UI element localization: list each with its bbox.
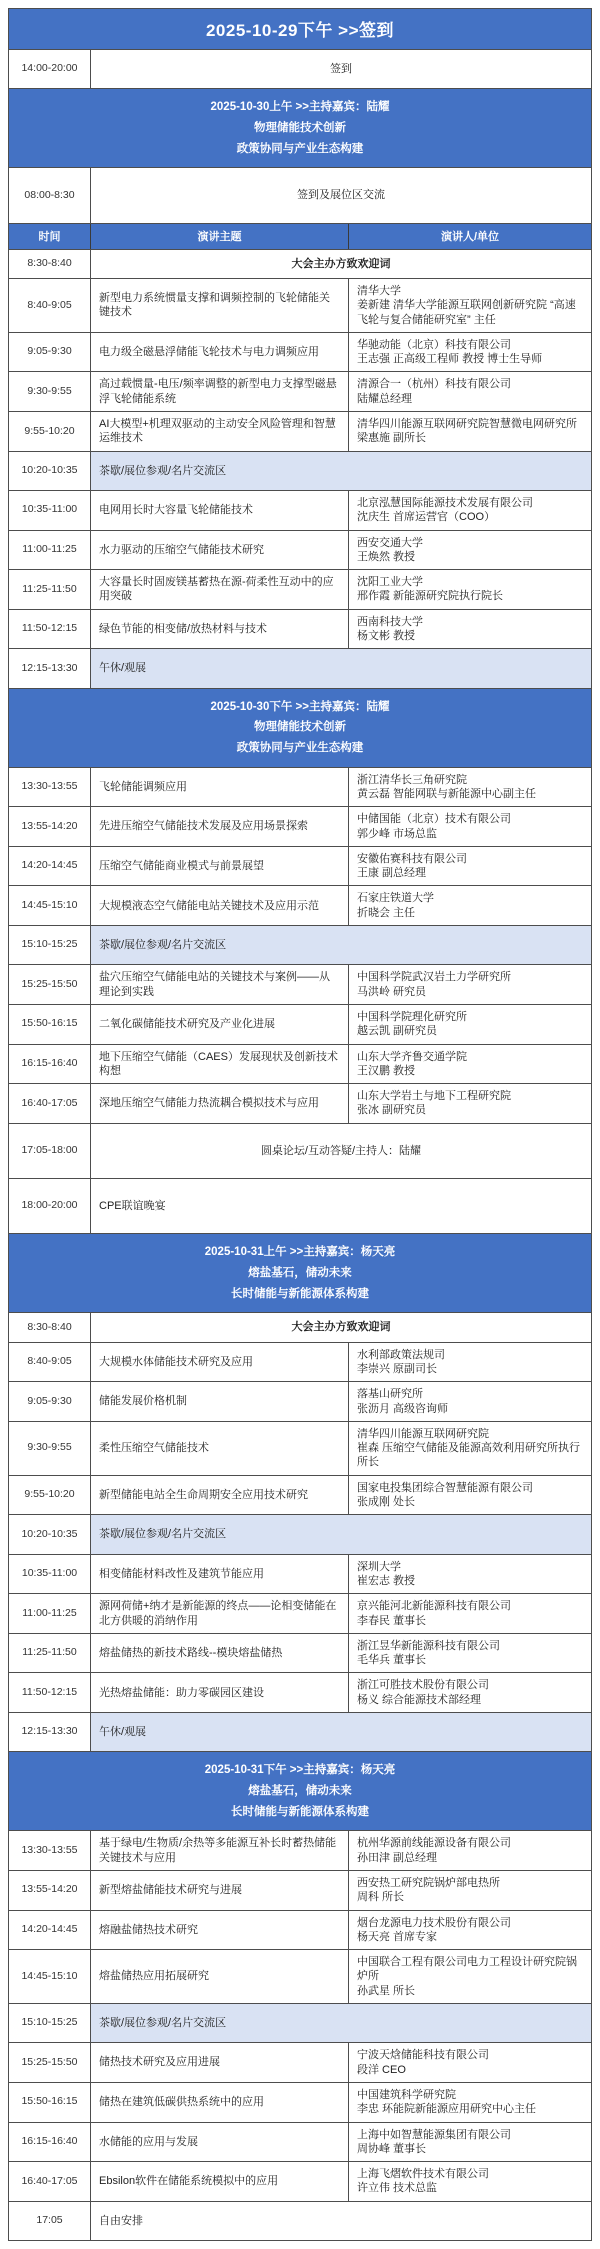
topic-cell: 光热熔盐储能：助力零碳园区建设 (91, 1673, 349, 1712)
time-cell: 15:10-15:25 (9, 2004, 91, 2042)
time-cell: 8:40-9:05 (9, 279, 91, 332)
speaker-org: 中储国能（北京）技术有限公司 (357, 813, 511, 826)
speaker-cell (349, 491, 591, 530)
talk-row (9, 491, 591, 531)
time-cell: 9:30-9:55 (9, 372, 91, 411)
talk-row (9, 610, 591, 650)
topic-cell: 相变储能材料改性及建筑节能应用 (91, 1555, 349, 1594)
speaker-person: 王汉鹏 教授 (357, 1064, 416, 1077)
merged-label-cell: 签到及展位区交流 (297, 189, 385, 202)
time-cell: 11:50-12:15 (9, 610, 91, 649)
merged-label-cell: 圆桌论坛/互动答疑/主持人：陆耀 (260, 1144, 422, 1157)
session-header (9, 89, 591, 168)
topic-cell: 电网用长时大容量飞轮储能技术 (91, 491, 349, 530)
speaker-cell (349, 1871, 591, 1910)
time-cell: 11:00-11:25 (9, 1594, 91, 1633)
time-cell: 16:40-17:05 (9, 1084, 91, 1123)
column-header-time: 时间 (9, 224, 91, 249)
speaker-person: 孙武星 所长 (357, 1984, 416, 1997)
time-cell: 8:30-8:40 (9, 250, 91, 278)
time-cell: 13:55-14:20 (9, 807, 91, 846)
speaker-person: 姜新建 清华大学能源互联网创新研究院 “高速飞轮与复合储能研究室” 主任 (357, 299, 576, 326)
time-cell: 16:40-17:05 (9, 2162, 91, 2201)
merged-left-row (9, 2202, 591, 2240)
speaker-org: 清华四川能源互联网研究院 (357, 1427, 489, 1440)
talk-row (9, 2043, 591, 2083)
speaker-cell (349, 531, 591, 570)
topic-cell: 熔融盐储热技术研究 (91, 1911, 349, 1950)
topic-cell: 储能发展价格机制 (91, 1382, 349, 1421)
speaker-org: 浙江昱华新能源科技有限公司 (357, 1639, 500, 1652)
speaker-org: 中国科学院理化研究所 (357, 1010, 467, 1023)
talk-row (9, 847, 591, 887)
speaker-person: 毛华兵 董事长 (357, 1654, 427, 1667)
topic-cell: 先进压缩空气储能技术发展及应用场景探索 (91, 807, 349, 846)
session-header-line: 2025-10-30上午 >>主持嘉宾：陆耀 (210, 101, 390, 114)
speaker-cell (349, 1045, 591, 1084)
talk-row (9, 1382, 591, 1422)
time-cell: 13:30-13:55 (9, 1831, 91, 1870)
talk-row (9, 1831, 591, 1871)
speaker-org: 石家庄铁道大学 (357, 892, 434, 905)
topic-cell: 大规模水体储能技术研究及应用 (91, 1343, 349, 1382)
time-cell: 13:30-13:55 (9, 768, 91, 807)
time-cell: 14:00-20:00 (9, 50, 91, 88)
speaker-person: 周科 所长 (357, 1891, 405, 1904)
topic-cell: 水储能的应用与发展 (91, 2123, 349, 2162)
break-row (9, 649, 591, 688)
time-cell: 14:45-15:10 (9, 886, 91, 925)
speaker-org: 沈阳工业大学 (357, 576, 423, 589)
time-cell: 8:30-8:40 (9, 1313, 91, 1341)
speaker-person: 沈庆生 首席运营官（COO） (357, 511, 496, 524)
session-header-line: 物理储能技术创新 (254, 721, 346, 734)
time-cell: 9:05-9:30 (9, 1382, 91, 1421)
speaker-org: 北京泓慧国际能源技术发展有限公司 (357, 496, 533, 509)
speaker-person: 杨天亮 首席专家 (357, 1930, 438, 1943)
speaker-org: 中国科学院武汉岩土力学研究所 (357, 971, 511, 984)
talk-row (9, 965, 591, 1005)
session-header-line: 熔盐基石，储动未来 (248, 1784, 352, 1797)
speaker-cell (349, 1555, 591, 1594)
speaker-cell (349, 807, 591, 846)
topic-cell: 水力驱动的压缩空气储能技术研究 (91, 531, 349, 570)
time-cell: 15:50-16:15 (9, 2083, 91, 2122)
speaker-person: 张沥月 高级咨询师 (357, 1402, 449, 1415)
speaker-person: 邢作霞 新能源研究院执行院长 (357, 590, 504, 603)
speaker-cell (349, 886, 591, 925)
time-cell: 14:20-14:45 (9, 1911, 91, 1950)
session-header-line: 2025-10-30下午 >>主持嘉宾：陆耀 (210, 700, 390, 713)
speaker-person: 王志强 正高级工程师 教授 博士生导师 (357, 353, 543, 366)
time-cell: 18:00-20:00 (9, 1179, 91, 1233)
speaker-org: 烟台龙源电力技术股份有限公司 (357, 1916, 511, 1929)
time-cell: 11:50-12:15 (9, 1673, 91, 1712)
speaker-cell (349, 1084, 591, 1123)
break-row (9, 1515, 591, 1554)
talk-row (9, 2162, 591, 2202)
speaker-person: 崔宏志 教授 (357, 1574, 416, 1587)
speaker-person: 梁惠施 副所长 (357, 432, 427, 445)
speaker-org: 中国建筑科学研究院 (357, 2088, 456, 2101)
merged-left-row (9, 1179, 591, 1234)
speaker-cell (349, 279, 591, 332)
speaker-org: 西安热工研究院锅炉部电热所 (357, 1876, 500, 1889)
day-title-bar: 2025-10-29下午 >>签到 (9, 9, 591, 50)
speaker-person: 李春民 董事长 (357, 1614, 427, 1627)
speaker-org: 中国联合工程有限公司电力工程设计研究院锅炉所 (357, 1956, 577, 1983)
speaker-cell (349, 768, 591, 807)
time-cell: 14:20-14:45 (9, 847, 91, 886)
speaker-org: 水利部政策法规司 (357, 1348, 445, 1361)
talk-row (9, 1422, 591, 1476)
speaker-cell (349, 1476, 591, 1515)
talk-row (9, 333, 591, 373)
talk-row (9, 1555, 591, 1595)
speaker-org: 浙江可胜技术股份有限公司 (357, 1679, 489, 1692)
break-label-cell: 茶歇/展位参观/名片交流区 (91, 452, 591, 490)
time-cell: 11:00-11:25 (9, 531, 91, 570)
time-cell: 12:15-13:30 (9, 649, 91, 687)
session-header-line: 熔盐基石，储动未来 (248, 1266, 352, 1279)
session-header (9, 689, 591, 768)
break-label-cell: 午休/观展 (91, 1713, 591, 1751)
speaker-person: 陆耀总经理 (357, 392, 412, 405)
topic-cell: 大容量长时固废镁基蓄热在源-荷柔性互动中的应用突破 (91, 570, 349, 609)
speaker-org: 清华四川能源互联网研究院智慧微电网研究所 (357, 418, 577, 431)
speaker-org: 上海中如智慧能源集团有限公司 (357, 2128, 511, 2141)
talk-row (9, 1950, 591, 2004)
speaker-org: 山东大学岩土与地下工程研究院 (357, 1090, 511, 1103)
speaker-person: 李崇兴 原副司长 (357, 1362, 438, 1375)
merged-label-cell: 大会主办方致欢迎词 (291, 257, 391, 270)
speaker-person: 越云凯 副研究员 (357, 1025, 438, 1038)
time-cell: 13:55-14:20 (9, 1871, 91, 1910)
time-cell: 11:25-11:50 (9, 570, 91, 609)
session-header-line: 物理储能技术创新 (254, 121, 346, 134)
speaker-cell (349, 2043, 591, 2082)
topic-cell: 压缩空气储能商业模式与前景展望 (91, 847, 349, 886)
speaker-person: 马洪岭 研究员 (357, 985, 427, 998)
column-header-topic: 演讲主题 (91, 224, 349, 249)
speaker-cell (349, 1831, 591, 1870)
speaker-person: 许立伟 技术总监 (357, 2182, 438, 2195)
speaker-person: 段洋 CEO (357, 2063, 406, 2076)
talk-row (9, 807, 591, 847)
topic-cell: 基于绿电/生物质/余热等多能源互补长时蓄热储能关键技术与应用 (91, 1831, 349, 1870)
speaker-org: 落基山研究所 (357, 1388, 423, 1401)
speaker-cell (349, 847, 591, 886)
speaker-cell (349, 1382, 591, 1421)
talk-row (9, 1594, 591, 1634)
speaker-person: 李忠 环能院新能源应用研究中心主任 (357, 2103, 537, 2116)
talk-row (9, 886, 591, 926)
topic-cell: 储热在建筑低碳供热系统中的应用 (91, 2083, 349, 2122)
time-cell: 17:05-18:00 (9, 1124, 91, 1178)
talk-row (9, 570, 591, 610)
speaker-org: 西南科技大学 (357, 615, 423, 628)
session-header-line: 2025-10-31下午 >>主持嘉宾：杨天亮 (204, 1764, 396, 1777)
speaker-cell (349, 372, 591, 411)
speaker-org: 深圳大学 (357, 1560, 401, 1573)
time-cell: 9:55-10:20 (9, 412, 91, 451)
session-header-line: 政策协同与产业生态构建 (236, 142, 364, 155)
break-row (9, 452, 591, 491)
break-row (9, 2004, 591, 2043)
speaker-person: 折晓会 主任 (357, 906, 416, 919)
time-cell: 9:55-10:20 (9, 1476, 91, 1515)
speaker-person: 郭少峰 市场总监 (357, 827, 438, 840)
time-cell: 10:20-10:35 (9, 452, 91, 490)
speaker-cell (349, 1911, 591, 1950)
speaker-cell (349, 1634, 591, 1673)
time-cell: 15:10-15:25 (9, 926, 91, 964)
topic-cell: 源网荷储+纳才是新能源的终点——论相变储能在北方供暖的消纳作用 (91, 1594, 349, 1633)
break-label-cell: 午休/观展 (91, 649, 591, 687)
speaker-org: 华驰动能（北京）科技有限公司 (357, 338, 511, 351)
talk-row (9, 1634, 591, 1674)
break-row (9, 926, 591, 965)
time-cell: 10:35-11:00 (9, 1555, 91, 1594)
topic-cell: 二氧化碳储能技术研究及产业化进展 (91, 1005, 349, 1044)
time-cell: 8:40-9:05 (9, 1343, 91, 1382)
speaker-org: 安徽佑赛科技有限公司 (357, 852, 467, 865)
speaker-cell (349, 412, 591, 451)
time-cell: 16:15-16:40 (9, 2123, 91, 2162)
break-label-cell: 茶歇/展位参观/名片交流区 (91, 1515, 591, 1553)
speaker-cell (349, 333, 591, 372)
talk-row (9, 531, 591, 571)
topic-cell: AI大模型+机理双驱动的主动安全风险管理和智慧运维技术 (91, 412, 349, 451)
merged-center-row (9, 250, 591, 279)
speaker-cell (349, 1673, 591, 1712)
topic-cell: 盐穴压缩空气储能电站的关键技术与案例——从理论到实践 (91, 965, 349, 1004)
time-cell: 9:30-9:55 (9, 1422, 91, 1475)
talk-row (9, 1005, 591, 1045)
speaker-org: 上海飞熠软件技术有限公司 (357, 2168, 489, 2181)
speaker-org: 京兴能河北新能源科技有限公司 (357, 1600, 511, 1613)
merged-center-row (9, 168, 591, 223)
break-row (9, 1713, 591, 1752)
time-cell: 15:25-15:50 (9, 2043, 91, 2082)
speaker-person: 黄云磊 智能网联与新能源中心副主任 (357, 787, 537, 800)
topic-cell: 大规模液态空气储能电站关键技术及应用示范 (91, 886, 349, 925)
merged-label-cell: 自由安排 (99, 2214, 143, 2227)
talk-row (9, 2083, 591, 2123)
time-cell: 11:25-11:50 (9, 1634, 91, 1673)
topic-cell: 深地压缩空气储能力热流耦合模拟技术与应用 (91, 1084, 349, 1123)
speaker-person: 王康 副总经理 (357, 867, 427, 880)
speaker-person: 张成刚 处长 (357, 1496, 416, 1509)
speaker-person: 杨义 综合能源技术部经理 (357, 1693, 482, 1706)
merged-center-row (9, 1124, 591, 1179)
topic-cell: Ebsilon软件在储能系统模拟中的应用 (91, 2162, 349, 2201)
time-cell: 9:05-9:30 (9, 333, 91, 372)
time-cell: 10:20-10:35 (9, 1515, 91, 1553)
talk-row (9, 1343, 591, 1383)
speaker-org: 清源合一（杭州）科技有限公司 (357, 378, 511, 391)
speaker-org: 西安交通大学 (357, 536, 423, 549)
talk-row (9, 1673, 591, 1713)
time-cell: 17:05 (9, 2202, 91, 2240)
speaker-cell (349, 2162, 591, 2201)
speaker-person: 杨文彬 教授 (357, 630, 416, 642)
merged-label-cell: 大会主办方致欢迎词 (291, 1321, 391, 1334)
speaker-cell (349, 570, 591, 609)
topic-cell: 绿色节能的相变储/放热材料与技术 (91, 610, 349, 649)
speaker-cell (349, 1422, 591, 1475)
talk-row (9, 1045, 591, 1085)
schedule-table (8, 8, 592, 2241)
speaker-person: 周协峰 董事长 (357, 2142, 427, 2155)
topic-cell: 柔性压缩空气储能技术 (91, 1422, 349, 1475)
time-cell: 10:35-11:00 (9, 491, 91, 530)
speaker-org: 宁波天焓储能科技有限公司 (357, 2049, 489, 2062)
speaker-org: 国家电投集团综合智慧能源有限公司 (357, 1481, 533, 1494)
merged-label-cell: CPE联谊晚宴 (99, 1200, 166, 1212)
talk-row (9, 279, 591, 333)
speaker-person: 崔森 压缩空气储能及能源高效利用研究所执行所长 (357, 1442, 581, 1469)
speaker-cell (349, 965, 591, 1004)
merged-center-row (9, 1313, 591, 1342)
session-header-line: 长时储能与新能源体系构建 (231, 1287, 369, 1300)
topic-cell: 熔盐储热应用拓展研究 (91, 1950, 349, 2003)
session-header (9, 1752, 591, 1831)
speaker-org: 浙江清华长三角研究院 (357, 773, 467, 786)
speaker-person: 张冰 副研究员 (357, 1104, 427, 1117)
speaker-cell (349, 2083, 591, 2122)
session-header (9, 1234, 591, 1313)
session-header-line: 长时储能与新能源体系构建 (231, 1805, 369, 1818)
time-cell: 08:00-8:30 (9, 168, 91, 222)
talk-row (9, 412, 591, 452)
topic-cell: 高过载惯量-电压/频率调整的新型电力支撑型磁悬浮飞轮储能系统 (91, 372, 349, 411)
time-cell: 14:45-15:10 (9, 1950, 91, 2003)
speaker-cell (349, 610, 591, 649)
topic-cell: 地下压缩空气储能（CAES）发展现状及创新技术构想 (91, 1045, 349, 1084)
time-cell: 15:25-15:50 (9, 965, 91, 1004)
speaker-org: 杭州华源前线能源设备有限公司 (357, 1837, 511, 1850)
topic-cell: 新型储能电站全生命周期安全应用技术研究 (91, 1476, 349, 1515)
break-label-cell: 茶歇/展位参观/名片交流区 (91, 926, 591, 964)
talk-row (9, 1476, 591, 1516)
break-label-cell: 茶歇/展位参观/名片交流区 (91, 2004, 591, 2042)
time-cell: 16:15-16:40 (9, 1045, 91, 1084)
column-header-row (9, 224, 591, 250)
speaker-cell (349, 1594, 591, 1633)
speaker-person: 孙田津 副总经理 (357, 1851, 438, 1864)
topic-cell: 新型电力系统惯量支撑和调频控制的飞轮储能关键技术 (91, 279, 349, 332)
time-cell: 12:15-13:30 (9, 1713, 91, 1751)
topic-cell: 熔盐储热的新技术路线--模块熔盐储热 (91, 1634, 349, 1673)
merged-center-row (9, 50, 591, 89)
speaker-person: 王焕然 教授 (357, 550, 416, 563)
topic-cell: 储热技术研究及应用进展 (91, 2043, 349, 2082)
topic-cell: 新型熔盐储能技术研究与进展 (91, 1871, 349, 1910)
talk-row (9, 372, 591, 412)
speaker-org: 山东大学齐鲁交通学院 (357, 1050, 467, 1063)
talk-row (9, 2123, 591, 2163)
column-header-speaker: 演讲人/单位 (349, 224, 591, 249)
talk-row (9, 1084, 591, 1124)
topic-cell: 飞轮储能调频应用 (91, 768, 349, 807)
speaker-org: 清华大学 (357, 284, 401, 297)
merged-label-cell: 签到 (330, 63, 352, 75)
speaker-cell (349, 2123, 591, 2162)
talk-row (9, 1871, 591, 1911)
topic-cell: 电力级全磁悬浮储能飞轮技术与电力调频应用 (91, 333, 349, 372)
speaker-cell (349, 1950, 591, 2003)
time-cell: 15:50-16:15 (9, 1005, 91, 1044)
session-header-line: 政策协同与产业生态构建 (236, 741, 364, 754)
talk-row (9, 1911, 591, 1951)
speaker-cell (349, 1005, 591, 1044)
talk-row (9, 768, 591, 808)
session-header-line: 2025-10-31上午 >>主持嘉宾：杨天亮 (204, 1246, 396, 1259)
speaker-cell (349, 1343, 591, 1382)
